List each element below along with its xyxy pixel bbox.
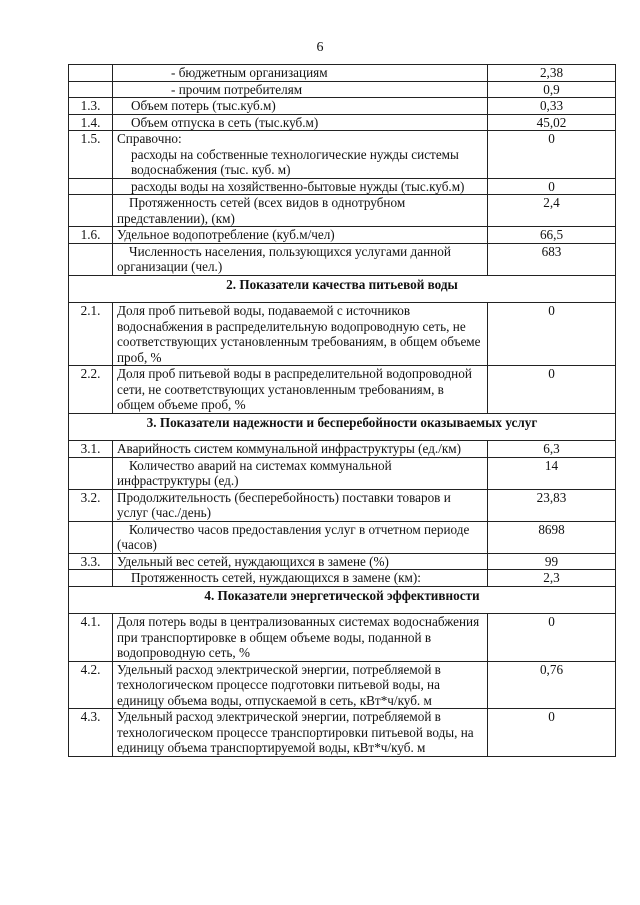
section-title: 4. Показатели энергетической эффективности	[69, 586, 616, 614]
table-row	[69, 303, 616, 366]
table-row	[69, 131, 616, 179]
row-description: - прочим потребителям	[113, 81, 488, 98]
section-header-row	[69, 586, 616, 614]
section-header-row	[69, 413, 616, 441]
table-row	[69, 614, 616, 662]
row-value: 45,02	[488, 114, 616, 131]
table-row	[69, 227, 616, 244]
table-row	[69, 81, 616, 98]
table-row	[69, 570, 616, 587]
row-value: 6,3	[488, 441, 616, 458]
row-description: Удельное водопотребление (куб.м/чел)	[113, 227, 488, 244]
row-number	[69, 521, 113, 553]
row-description: Протяженность сетей (всех видов в однотрубном представлении), (км)	[113, 195, 488, 227]
row-value: 0	[488, 614, 616, 662]
row-description: Доля проб питьевой воды в распределительной водопроводной сети, не соответствующих установленным требованиям, в общем объеме проб, %	[113, 366, 488, 414]
row-value: 2,38	[488, 65, 616, 82]
row-description: Количество аварий на системах коммунальной инфраструктуры (ед.)	[113, 457, 488, 489]
table-row	[69, 489, 616, 521]
table-row	[69, 114, 616, 131]
row-value: 0	[488, 366, 616, 414]
row-description: Количество часов предоставления услуг в отчетном периоде (часов)	[113, 521, 488, 553]
reference-label: Справочно:	[117, 131, 182, 146]
row-value: 0	[488, 178, 616, 195]
row-number: 1.5.	[69, 131, 113, 179]
section-header-row	[69, 275, 616, 303]
row-number	[69, 81, 113, 98]
row-description: Продолжительность (бесперебойность) поставки товаров и услуг (час./день)	[113, 489, 488, 521]
row-number	[69, 195, 113, 227]
reference-text: расходы на собственные технологические нужды системы водоснабжения (тыс. куб. м)	[131, 146, 459, 177]
table-row	[69, 195, 616, 227]
row-number	[69, 243, 113, 275]
table-row	[69, 457, 616, 489]
row-value: 0,76	[488, 661, 616, 709]
row-number	[69, 570, 113, 587]
row-value: 0	[488, 131, 616, 179]
row-number: 2.1.	[69, 303, 113, 366]
row-value: 0	[488, 709, 616, 757]
row-value: 14	[488, 457, 616, 489]
table-row	[69, 178, 616, 195]
row-description: Удельный расход электрической энергии, потребляемой в технологическом процессе транспортировки питьевой воды, на единицу объема транспортируемой воды, кВт*ч/куб. м	[113, 709, 488, 757]
table-row	[69, 243, 616, 275]
row-description	[113, 131, 488, 179]
row-value: 2,4	[488, 195, 616, 227]
row-description: - бюджетным организациям	[113, 65, 488, 82]
row-description: Объем отпуска в сеть (тыс.куб.м)	[113, 114, 488, 131]
row-description: Объем потерь (тыс.куб.м)	[113, 98, 488, 115]
row-number	[69, 65, 113, 82]
row-number: 4.1.	[69, 614, 113, 662]
row-number: 1.6.	[69, 227, 113, 244]
row-number	[69, 178, 113, 195]
row-value: 99	[488, 553, 616, 570]
row-value: 23,83	[488, 489, 616, 521]
row-description: Удельный вес сетей, нуждающихся в замене (%)	[113, 553, 488, 570]
table-row	[69, 366, 616, 414]
row-number: 4.2.	[69, 661, 113, 709]
table-row	[69, 521, 616, 553]
row-number: 3.1.	[69, 441, 113, 458]
row-description: Протяженность сетей, нуждающихся в замене (км):	[113, 570, 488, 587]
row-value: 2,3	[488, 570, 616, 587]
indicators-table	[68, 64, 616, 757]
section-title: 3. Показатели надежности и бесперебойности оказываемых услуг	[69, 413, 616, 441]
row-value: 0,9	[488, 81, 616, 98]
row-number	[69, 457, 113, 489]
row-description: Численность населения, пользующихся услугами данной организации (чел.)	[113, 243, 488, 275]
row-number: 4.3.	[69, 709, 113, 757]
row-number: 3.2.	[69, 489, 113, 521]
row-description: расходы воды на хозяйственно-бытовые нужды (тыс.куб.м)	[113, 178, 488, 195]
row-description: Аварийность систем коммунальной инфраструктуры (ед./км)	[113, 441, 488, 458]
table-row	[69, 661, 616, 709]
table-row	[69, 709, 616, 757]
row-value: 8698	[488, 521, 616, 553]
row-description: Доля проб питьевой воды, подаваемой с источников водоснабжения в распределительную водопроводную сеть, не соответствующих установленным требованиям, в общем объеме проб, %	[113, 303, 488, 366]
row-description: Удельный расход электрической энергии, потребляемой в технологическом процессе подготовки питьевой воды, на единицу объема воды, отпускаемой в сеть, кВт*ч/куб. м	[113, 661, 488, 709]
row-value: 0	[488, 303, 616, 366]
row-value: 0,33	[488, 98, 616, 115]
row-value: 683	[488, 243, 616, 275]
page-number: 6	[316, 40, 324, 55]
table-row	[69, 98, 616, 115]
row-number: 1.3.	[69, 98, 113, 115]
table-row	[69, 441, 616, 458]
section-title: 2. Показатели качества питьевой воды	[69, 275, 616, 303]
row-description: Доля потерь воды в централизованных системах водоснабжения при транспортировке в общем объеме воды, поданной в водопроводную сеть, %	[113, 614, 488, 662]
row-number: 1.4.	[69, 114, 113, 131]
row-value: 66,5	[488, 227, 616, 244]
row-number: 2.2.	[69, 366, 113, 414]
table-row	[69, 553, 616, 570]
table-row	[69, 65, 616, 82]
row-number: 3.3.	[69, 553, 113, 570]
